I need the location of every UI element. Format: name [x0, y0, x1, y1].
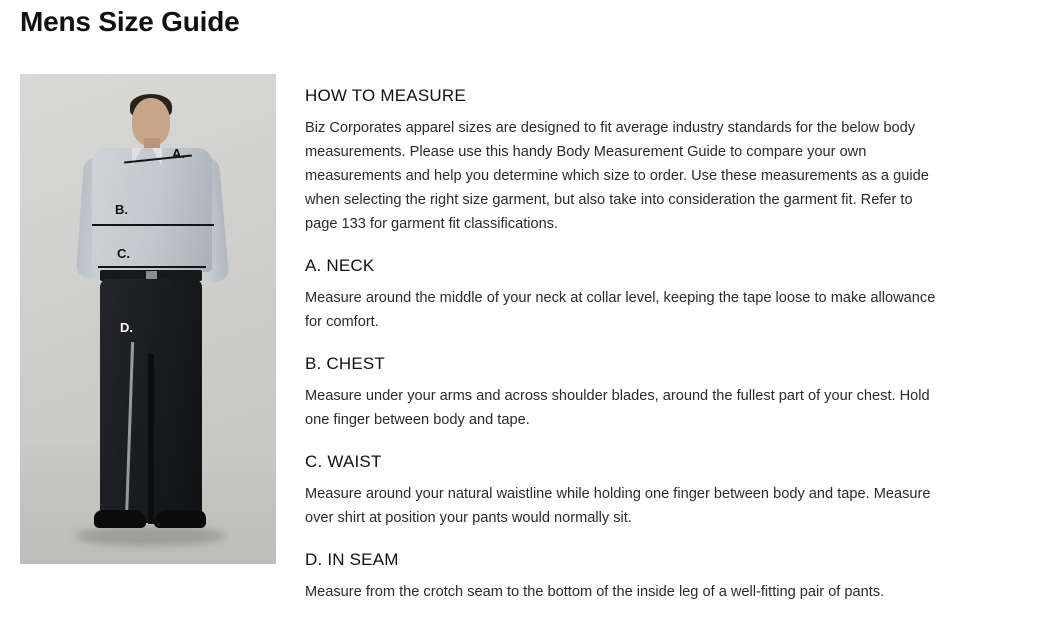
instructions-column	[305, 74, 937, 604]
figure-pant-split	[148, 354, 154, 524]
section-heading-waist: C. WAIST	[305, 452, 382, 471]
section-body-chest: Measure under your arms and across shoulder blades, around the fullest part of your chest. Hold one finger between body and tape.	[305, 388, 930, 428]
marker-c-label: C.	[117, 246, 130, 261]
chest-measure-line	[92, 224, 214, 226]
section-heading-chest: B. CHEST	[305, 354, 386, 373]
section-body-neck: Measure around the middle of your neck at collar level, keeping the tape loose to make allowance for comfort.	[305, 290, 936, 330]
section-heading-how-to-measure: HOW TO MEASURE	[305, 86, 466, 105]
figure-left-shoe	[94, 510, 146, 528]
section-heading-neck: A. NECK	[305, 256, 375, 275]
section-body-waist: Measure around your natural waistline while holding one finger between body and tape. Measure over shirt at position your pants would normally sit.	[305, 486, 931, 526]
figure-right-shoe	[154, 510, 206, 528]
figure-shadow	[75, 526, 225, 546]
mens-measurement-figure	[20, 74, 276, 564]
section-body-in-seam: Measure from the crotch seam to the bottom of the inside leg of a well-fitting pair of pants.	[305, 584, 885, 600]
content-area	[20, 74, 1018, 604]
figure-shirt	[92, 148, 212, 272]
waist-measure-line	[98, 266, 206, 268]
section-heading-in-seam: D. IN SEAM	[305, 550, 399, 569]
section-body-how-to-measure: Biz Corporates apparel sizes are designed to fit average industry standards for the below body measurements. Please use this handy Body Measurement Guide to compare your own measurements and help you determine which size to order. Use these measurements as a guide when selecting the right size garment, but also take into consideration the garment fit. Refer to page 133 for garment fit classifications.	[305, 120, 929, 232]
marker-b-label: B.	[115, 202, 128, 217]
page-title: Mens Size Guide	[20, 6, 240, 37]
marker-d-label: D.	[120, 320, 133, 335]
marker-a-label: A.	[172, 146, 185, 161]
figure-collar-left	[132, 148, 142, 166]
